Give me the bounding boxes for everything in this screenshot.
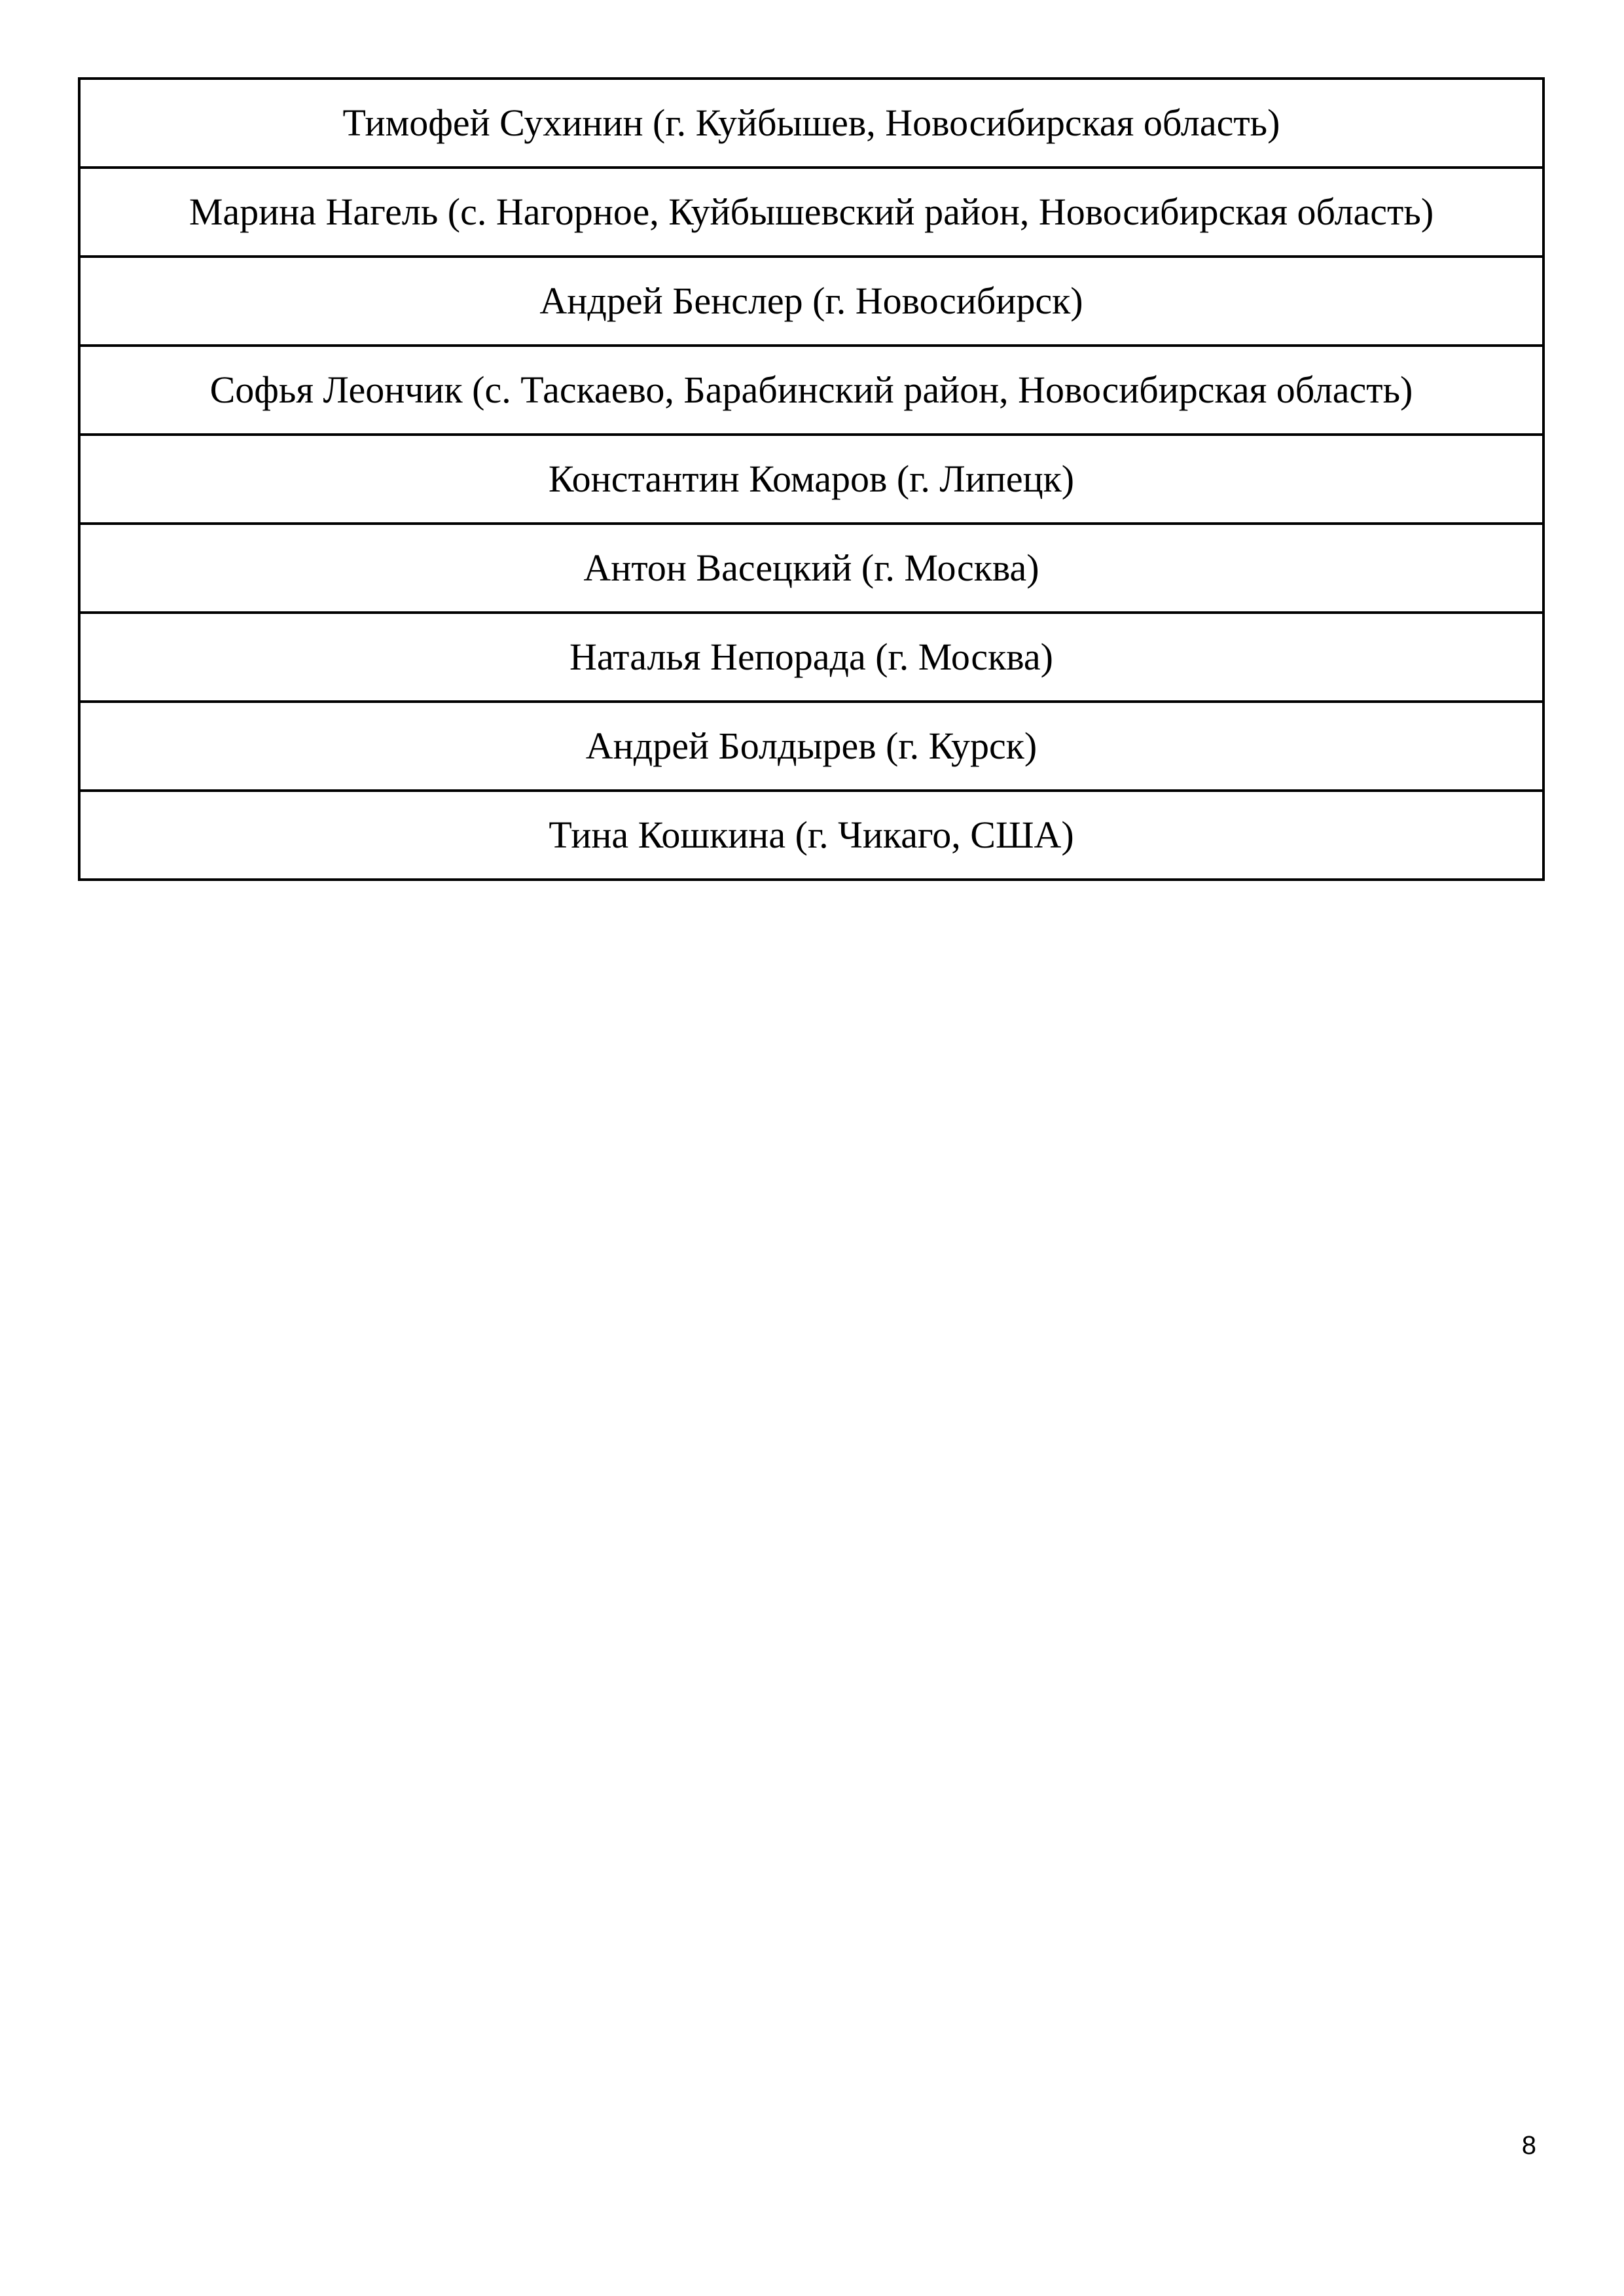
table-row <box>79 346 1543 435</box>
table-row <box>79 524 1543 613</box>
table-cell: Андрей Бенслер (г. Новосибирск) <box>79 257 1543 346</box>
table-cell: Тина Кошкина (г. Чикаго, США) <box>79 791 1543 880</box>
table-cell: Марина Нагель (с. Нагорное, Куйбышевский район, Новосибирская область) <box>79 168 1543 257</box>
participants-table <box>78 77 1545 881</box>
page-number: 8 <box>1521 2131 1536 2160</box>
table-row <box>79 435 1543 524</box>
table-cell: Константин Комаров (г. Липецк) <box>79 435 1543 524</box>
table-row <box>79 791 1543 880</box>
table-cell: Наталья Непорада (г. Москва) <box>79 613 1543 702</box>
table-row <box>79 168 1543 257</box>
table-cell: Антон Васецкий (г. Москва) <box>79 524 1543 613</box>
table-row <box>79 702 1543 791</box>
table-cell: Софья Леончик (с. Таскаево, Барабинский район, Новосибирская область) <box>79 346 1543 435</box>
table-cell: Андрей Болдырев (г. Курск) <box>79 702 1543 791</box>
table-row <box>79 257 1543 346</box>
table-row <box>79 79 1543 168</box>
table-row <box>79 613 1543 702</box>
table-cell: Тимофей Сухинин (г. Куйбышев, Новосибирская область) <box>79 79 1543 168</box>
